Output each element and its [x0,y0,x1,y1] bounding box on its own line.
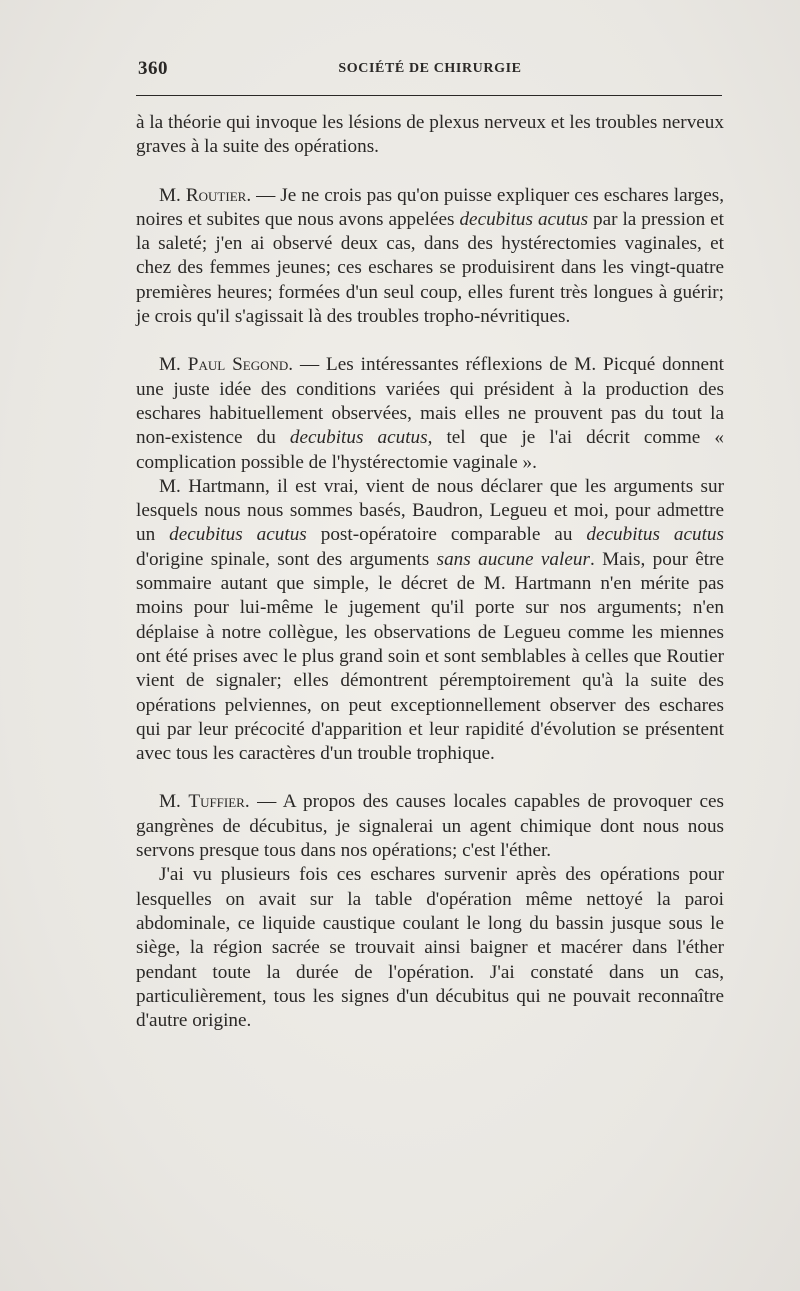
speaker-name: Paul Segond [187,354,289,376]
text-segment: J'ai vu plusieurs fois ces eschares survenir après des opérations pour lesquelles on avait sur la table d'opération même nettoyé la paroi abdominale, ce liquide caustique coulant le long du bassin jusque sous le siège, la région sacrée se trouvait ainsi baigner et macérer dans l'éther pendant toute la durée de l'opération. J'ai constaté dans un cas, particulièrement, tous les signes d'un décubitus qui ne pouvait reconnaître d'autre origine. [136,864,724,1032]
speaker-name: Routier [185,184,247,206]
italic-term: decubitus acutus [289,427,428,449]
paragraph-segond [136,353,724,474]
text-segment: post-opératoire comparable au [306,524,587,546]
paragraph-tuffier [136,790,724,863]
page-header [138,58,722,84]
italic-term: decubitus acutus [586,524,724,546]
header-rule [136,95,722,96]
paragraph-routier [136,184,724,330]
text-segment: . Mais, pour être sommaire autant que simple, le décret de M. Hartmann n'en mérite pas moins pour lui-même le jugement qu'il porte sur nos arguments; n'en déplaise à notre collègue, les observations de Legueu comme les miennes ont été prises avec le plus grand soin et sont semblables à celles que Routier vient de signaler; elles démontrent péremptoirement qu'à la suite des opérations pelviennes, on peut exceptionnellement observer des eschares qui par leur précocité d'apparition et leur rapidité d'évolution se présentent avec tous les caractères d'un trouble trophique. [136,548,724,765]
text-segment: M. Hartmann, il est vrai, vient de nous déclarer que les arguments sur lesquels nous nous sommes basés, Baudron, Legueu et moi, pour admettre un [136,475,724,546]
body-text [136,111,724,1033]
text-segment: à la théorie qui invoque les lésions de plexus nerveux et les troubles nerveux graves à la suite des opérations. [136,112,724,158]
speaker-name: Tuffier [188,791,245,813]
text-segment: par la pression et la saleté; j'en ai observé deux cas, dans des hystérectomies vaginales, et chez des femmes jeunes; ces eschares se produisirent dans les vingt-quatre premières heures; formées d'un seul coup, elles furent très longues à guérir; je crois qu'il s'agissait là des troubles tropho-névritiques. [136,208,724,328]
italic-term: sans aucune valeur [436,548,590,570]
running-title: SOCIÉTÉ DE CHIRURGIE [338,61,522,76]
text-segment: M. [159,354,188,376]
text-segment: . — Je ne crois pas qu'on puisse expliquer ces eschares larges, noires et subites que nous avons appelées [136,184,724,230]
text-segment: . — Les intéressantes réflexions de M. Picqué donnent une juste idée des conditions variées qui président à la production des eschares habituellement observées, mais elles ne prouvent pas du tout la non-existence du [136,354,725,449]
text-segment: M. [159,184,186,206]
paragraph-continuation [136,111,724,160]
italic-term: decubitus acutus [169,524,307,546]
italic-term: decubitus acutus [459,208,589,230]
text-segment: , tel que je l'ai décrit comme « complication possible de l'hystérectomie vaginale ». [136,427,724,473]
page-number: 360 [138,58,168,79]
text-segment: . — A propos des causes locales capables de provoquer ces gangrènes de décubitus, je signalerai un agent chimique dont nous nous servons presque tous dans nos opérations; c'est l'éther. [136,791,725,862]
text-segment: M. [159,791,189,813]
text-segment: d'origine spinale, sont des arguments [136,548,437,570]
paragraph-ether [136,863,724,1033]
paragraph-hartmann-reply [136,475,724,767]
